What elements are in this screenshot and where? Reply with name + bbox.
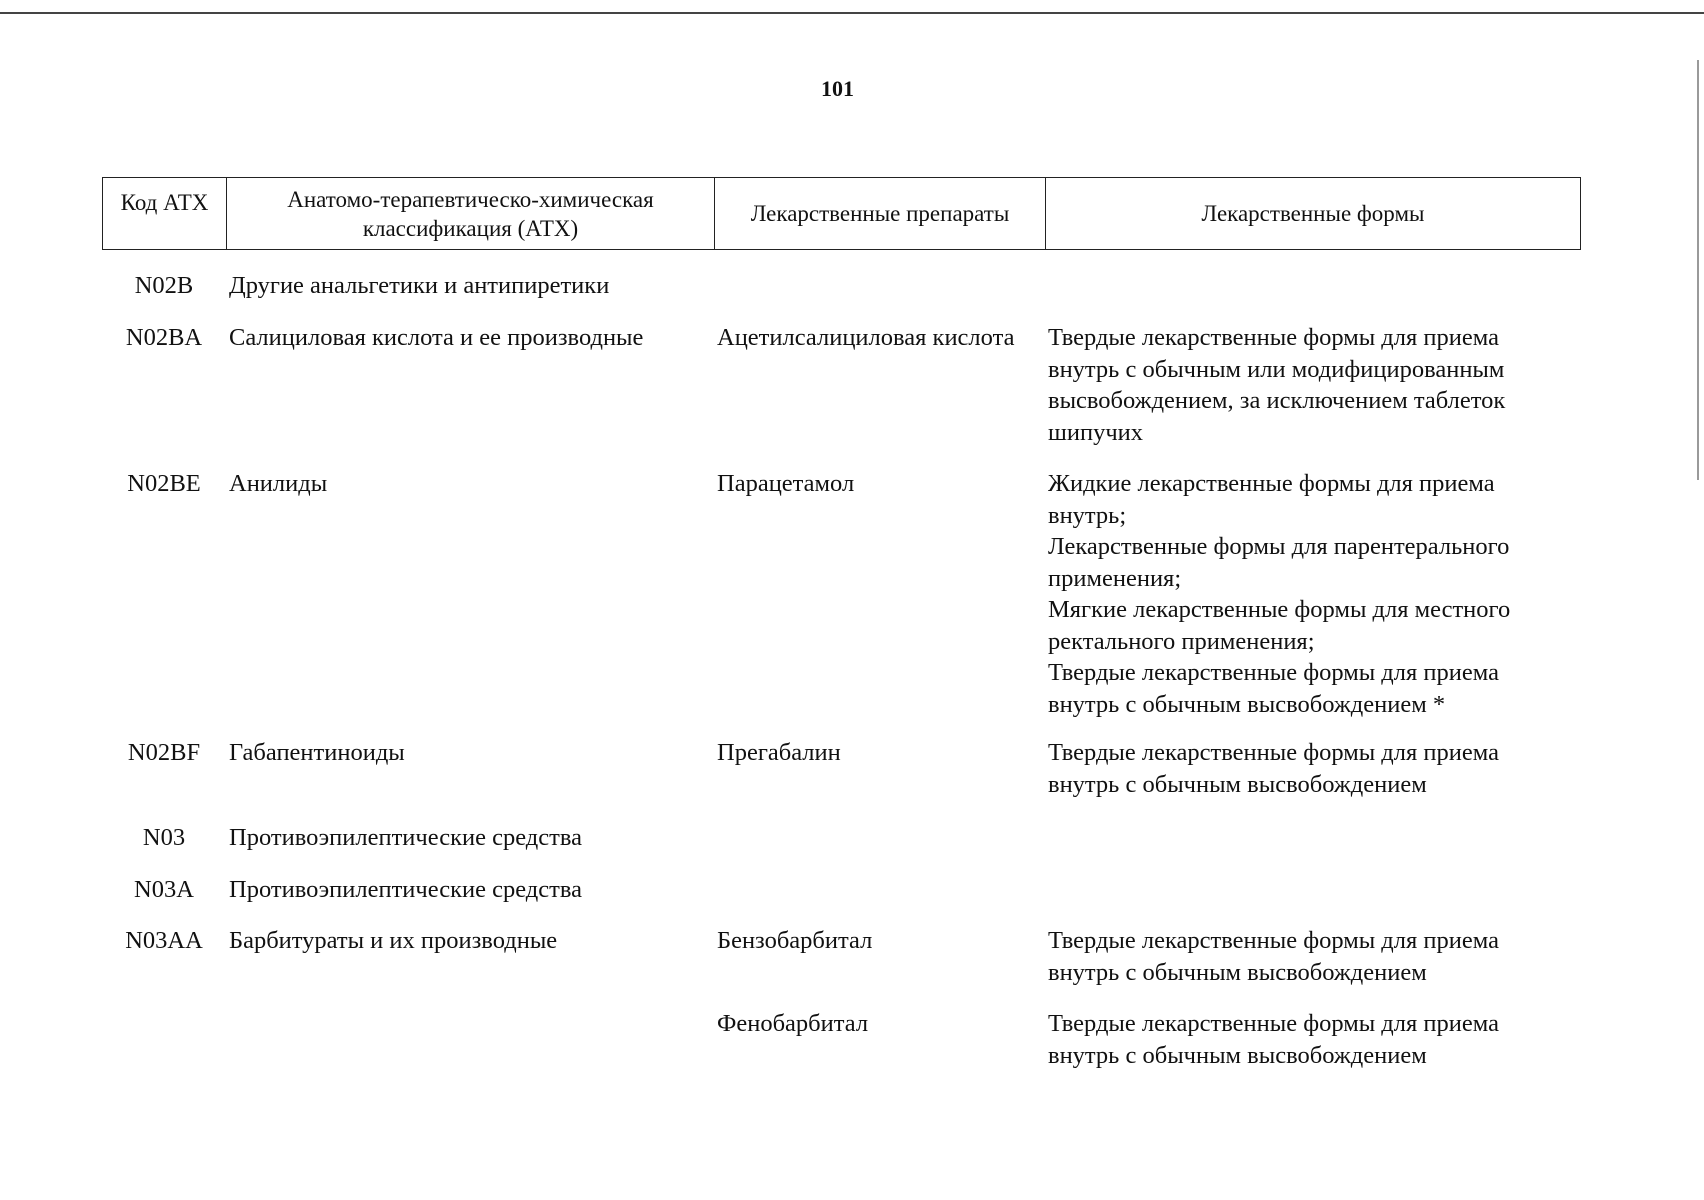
page-number: 101	[821, 76, 854, 101]
dosage-forms	[1048, 925, 1588, 988]
dosage-forms	[1048, 468, 1588, 720]
form-line: внутрь с обычным высвобождением *	[1048, 690, 1446, 718]
form-line: Мягкие лекарственные формы для местного	[1048, 596, 1511, 623]
atc-code: N02B	[134, 272, 194, 299]
form-line: Жидкие лекарственные формы для приема	[1048, 470, 1495, 497]
scan-border-top	[0, 0, 1704, 14]
header-classification: Анатомо-терапевтическо-химическая классификация (АТХ)	[227, 178, 715, 250]
dosage-forms	[1048, 1008, 1588, 1071]
table-header-row	[103, 178, 1581, 250]
form-line: Твердые лекарственные формы для приема	[1048, 1010, 1499, 1037]
atc-code: N03A	[134, 876, 194, 903]
atc-name: Противоэпилептические средства	[229, 824, 582, 851]
drug-name: Парацетамол	[717, 470, 855, 497]
atc-code: N03AA	[125, 927, 203, 954]
header-forms: Лекарственные формы	[1046, 178, 1581, 250]
form-line: Твердые лекарственные формы для приема	[1048, 739, 1499, 766]
drug-name: Ацетилсалициловая кислота	[717, 324, 1015, 351]
form-line: высвобождением, за исключением таблеток	[1048, 387, 1506, 414]
atc-name: Барбитураты и их производные	[229, 927, 558, 954]
form-line: внутрь с обычным высвобождением	[1048, 770, 1427, 798]
atc-code: N02BF	[127, 739, 201, 766]
form-line: внутрь с обычным высвобождением	[1048, 1041, 1427, 1069]
header-code: Код АТХ	[103, 178, 227, 250]
atc-name: Анилиды	[229, 470, 328, 497]
header-drugs: Лекарственные препараты	[715, 178, 1046, 250]
form-line: ректального применения;	[1048, 627, 1315, 655]
form-line: внутрь;	[1048, 501, 1127, 529]
form-line: Твердые лекарственные формы для приема	[1048, 324, 1499, 351]
form-line: Твердые лекарственные формы для приема	[1048, 659, 1499, 686]
drug-name: Бензобарбитал	[717, 927, 873, 954]
form-line: внутрь с обычным или модифицированным	[1048, 355, 1505, 383]
atc-name: Габапентиноиды	[229, 739, 405, 766]
atc-name: Салициловая кислота и ее производные	[229, 324, 644, 351]
form-line: внутрь с обычным высвобождением	[1048, 958, 1427, 986]
atc-name: Противоэпилептические средства	[229, 876, 582, 903]
atc-code: N02BA	[125, 324, 203, 351]
form-line: применения;	[1048, 564, 1182, 592]
dosage-forms	[1048, 322, 1588, 448]
form-line: Твердые лекарственные формы для приема	[1048, 927, 1499, 954]
scan-border-right	[1697, 60, 1699, 480]
atc-code: N02BE	[127, 470, 201, 497]
atc-name: Другие анальгетики и антипиретики	[229, 272, 610, 299]
form-line: шипучих	[1048, 418, 1144, 446]
table-header	[102, 177, 1581, 250]
dosage-forms	[1048, 737, 1588, 800]
form-line: Лекарственные формы для парентерального	[1048, 533, 1510, 560]
atc-code: N03	[142, 824, 186, 851]
drug-name: Фенобарбитал	[717, 1010, 869, 1037]
drug-name: Прегабалин	[717, 739, 841, 766]
